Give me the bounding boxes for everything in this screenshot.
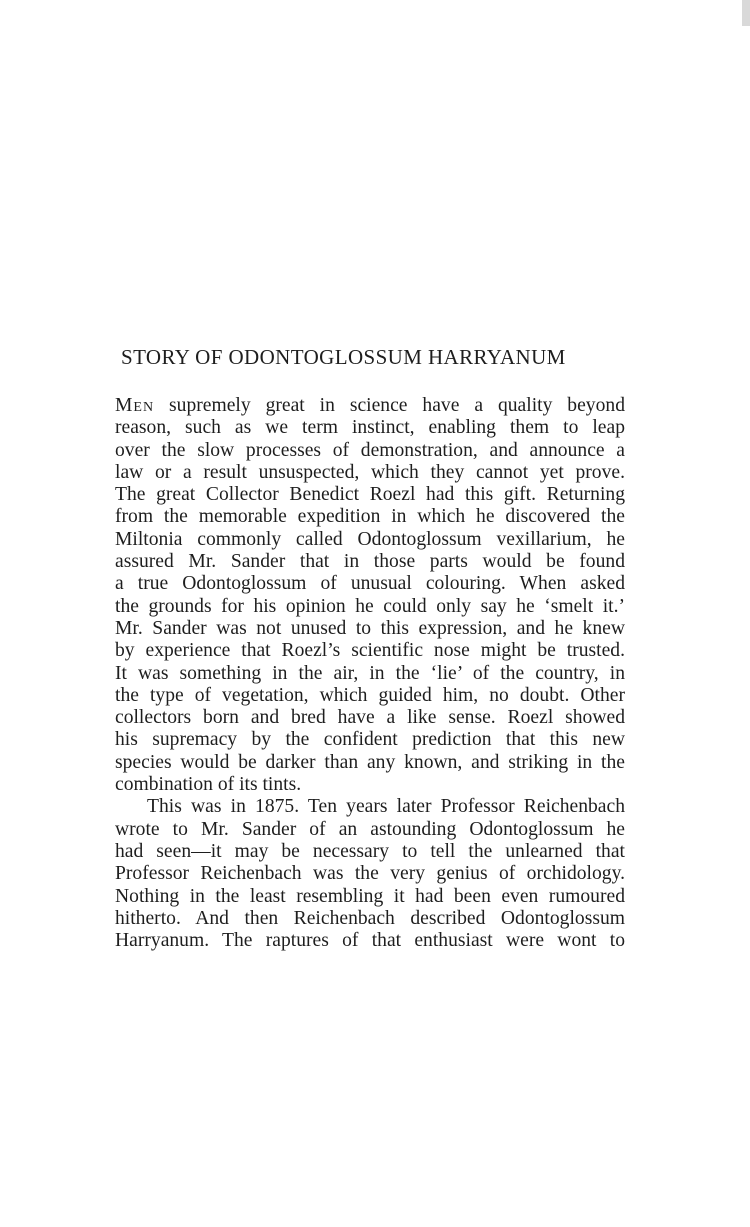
text-line: the grounds for his opinion he could only say he ‘smelt it.’ bbox=[115, 595, 625, 617]
text-line: collectors born and bred have a like sense. Roezl showed bbox=[115, 707, 625, 729]
text-line: law or a result unsuspected, which they cannot yet prove. bbox=[115, 461, 625, 483]
text-line: by experience that Roezl’s scientific nose might be trusted. bbox=[115, 640, 625, 662]
text-line: hitherto. And then Reichenbach described Odontoglossum bbox=[115, 907, 625, 929]
text-line: reason, such as we term instinct, enabling them to leap bbox=[115, 417, 625, 439]
dropcap-word: Men bbox=[115, 395, 155, 416]
text-line: species would be darker than any known, and striking in the bbox=[115, 751, 625, 773]
text-line: Harryanum. The raptures of that enthusiast were wont to bbox=[115, 930, 625, 952]
text-line: his supremacy by the confident prediction that this new bbox=[115, 729, 625, 751]
text-line: wrote to Mr. Sander of an astounding Odontoglossum he bbox=[115, 818, 625, 840]
text-line: the type of vegetation, which guided him, no doubt. Other bbox=[115, 684, 625, 706]
chapter-heading: STORY OF ODONTOGLOSSUM HARRYANUM bbox=[121, 345, 566, 369]
text-line: This was in 1875. Ten years later Professor Reichenbach bbox=[147, 796, 625, 818]
text-line: had seen—it may be necessary to tell the unlearned that bbox=[115, 840, 625, 862]
text-line: It was something in the air, in the ‘lie’ of the country, in bbox=[115, 662, 625, 684]
text-line: Professor Reichenbach was the very genius of orchidology. bbox=[115, 863, 625, 885]
text-line-fragment: supremely great in science have a quality beyond bbox=[154, 395, 625, 416]
text-line bbox=[115, 395, 625, 417]
text-line: The great Collector Benedict Roezl had this gift. Returning bbox=[115, 484, 625, 506]
text-line: combination of its tints. bbox=[115, 774, 302, 796]
text-line: Nothing in the least resembling it had been even rumoured bbox=[115, 885, 625, 907]
text-line: Miltonia commonly called Odontoglossum vexillarium, he bbox=[115, 528, 625, 550]
text-line: from the memorable expedition in which he discovered the bbox=[115, 506, 625, 528]
text-line: Mr. Sander was not unused to this expression, and he knew bbox=[115, 617, 625, 639]
text-line: a true Odontoglossum of unusual colouring. When asked bbox=[115, 573, 625, 595]
text-line: over the slow processes of demonstration, and announce a bbox=[115, 439, 625, 461]
body-text bbox=[115, 395, 625, 952]
page-edge-mark bbox=[742, 0, 750, 26]
text-line: assured Mr. Sander that in those parts would be found bbox=[115, 551, 625, 573]
